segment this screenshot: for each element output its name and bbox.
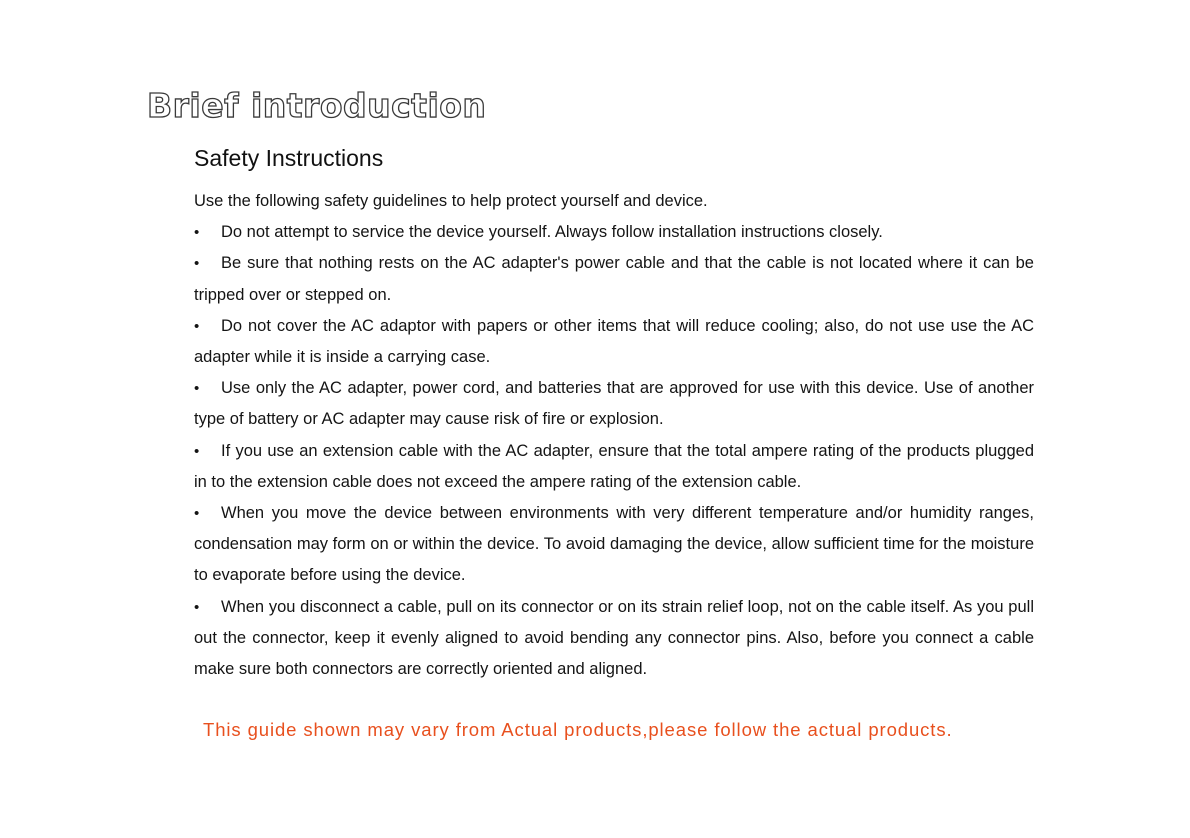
list-item xyxy=(194,436,1034,498)
bullet-icon: • xyxy=(194,380,200,398)
disclaimer-notice: This guide shown may vary from Actual products,please follow the actual products. xyxy=(203,719,953,740)
bullet-icon: • xyxy=(194,598,200,616)
bullet-icon: • xyxy=(194,224,200,242)
bullet-icon: • xyxy=(194,505,200,523)
list-item-text: When you move the device between environments with very different temperature and/or humidity ranges, condensation may form on or within the device. To avoid damaging the device, allow sufficient time for the moisture to evaporate before using the device. xyxy=(194,504,1034,585)
list-item-text: If you use an extension cable with the AC adapter, ensure that the total ampere rating of the products plugged in to the extension cable does not exceed the ampere rating of the extension cable. xyxy=(194,441,1034,491)
list-item-text: Do not cover the AC adaptor with papers or other items that will reduce cooling; also, do not use use the AC adapter while it is inside a carrying case. xyxy=(194,316,1034,367)
list-item-text: When you disconnect a cable, pull on its connector or on its strain relief loop, not on the cable itself. As you pull out the connector, keep it evenly aligned to avoid bending any connector pins. Also, before you connect a cable make sure both connectors are correctly oriented and aligned. xyxy=(194,597,1034,679)
list-item-text: Do not attempt to service the device yourself. Always follow installation instructions closely. xyxy=(221,223,883,242)
list-item xyxy=(194,592,1034,686)
list-item xyxy=(194,498,1034,592)
safety-instructions-body xyxy=(194,186,1034,685)
list-item xyxy=(194,248,1034,310)
bullet-icon: • xyxy=(194,442,200,460)
page-title: Brief introduction xyxy=(147,86,487,125)
section-heading: Safety Instructions xyxy=(194,145,384,171)
list-item-text: Be sure that nothing rests on the AC adapter's power cable and that the cable is not located where it can be tripped over or stepped on. xyxy=(194,254,1034,304)
list-item xyxy=(194,311,1034,373)
list-item-text: Use only the AC adapter, power cord, and batteries that are approved for use with this device. Use of another type of battery or AC adapter may cause risk of fire or explosion. xyxy=(194,379,1034,429)
list-item xyxy=(194,373,1034,435)
bullet-icon: • xyxy=(194,255,200,273)
intro-text: Use the following safety guidelines to help protect yourself and device. xyxy=(194,192,708,210)
list-item xyxy=(194,217,1034,248)
bullet-icon: • xyxy=(194,317,200,335)
